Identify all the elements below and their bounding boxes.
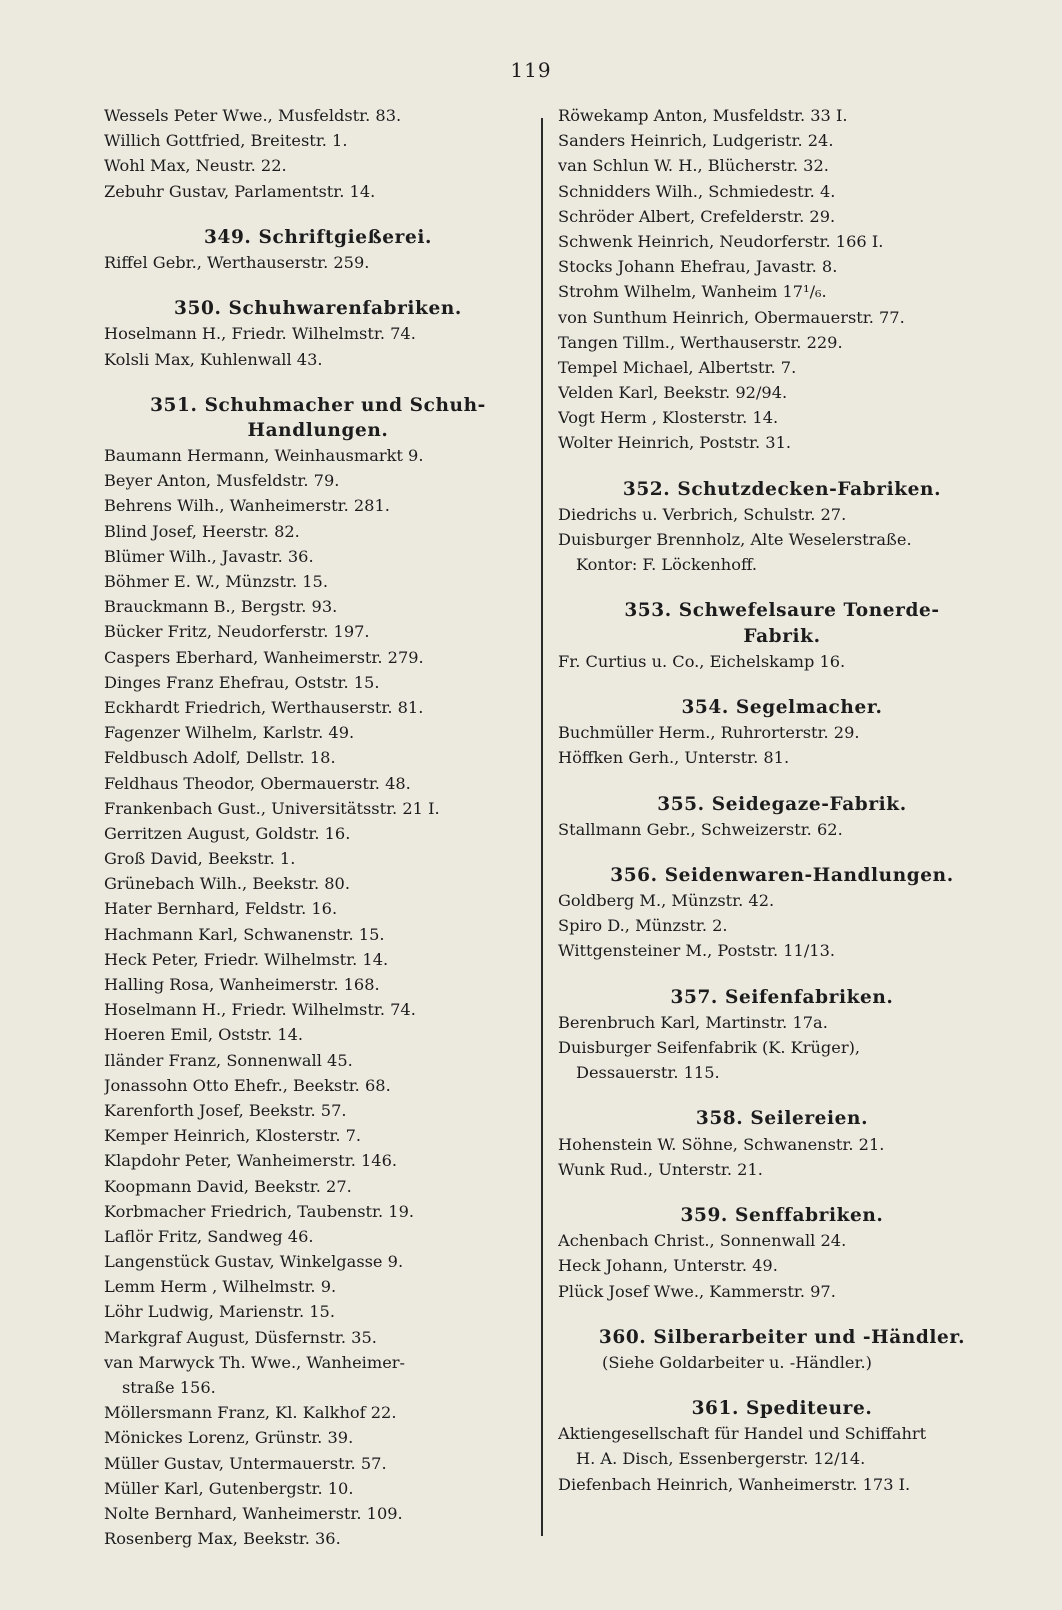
- left-intro-entries: [104, 103, 532, 204]
- entry-line: van Schlun W. H., Blücherstr. 32.: [558, 156, 829, 176]
- column-divider: [541, 118, 543, 1536]
- entry-line: Tangen Tillm., Werthauserstr. 229.: [558, 332, 843, 352]
- section-355: [558, 792, 1006, 842]
- entry-line: Gerritzen August, Goldstr. 16.: [104, 823, 351, 843]
- entry-line: Laflör Fritz, Sandweg 46.: [104, 1226, 314, 1246]
- entry-line: Behrens Wilh., Wanheimerstr. 281.: [104, 496, 390, 516]
- entry-line: Iländer Franz, Sonnenwall 45.: [104, 1050, 353, 1070]
- heading-line: 355. Seidegaze-Fabrik.: [657, 793, 907, 815]
- entry-line: Plück Josef Wwe., Kammerstr. 97.: [558, 1281, 836, 1301]
- section-358: [558, 1106, 1006, 1182]
- entry-line: Blind Josef, Heerstr. 82.: [104, 521, 300, 541]
- section-heading: [558, 695, 1006, 720]
- entry-line: Böhmer E. W., Münzstr. 15.: [104, 572, 328, 591]
- heading-line: 360. Silberarbeiter und -Händler.: [598, 1326, 966, 1348]
- entry-line: Aktiengesellschaft für Handel und Schiffahrt: [558, 1424, 927, 1444]
- entry-line: Klapdohr Peter, Wanheimerstr. 146.: [104, 1151, 398, 1171]
- entry-line: Korbmacher Friedrich, Taubenstr. 19.: [104, 1201, 415, 1221]
- section-356: [558, 863, 1006, 964]
- section-350: [104, 296, 532, 372]
- section-heading: [558, 1396, 1006, 1421]
- entry-line: von Sunthum Heinrich, Obermauerstr. 77.: [558, 307, 905, 327]
- entry-line: Fagenzer Wilhelm, Karlstr. 49.: [104, 723, 355, 743]
- section-heading: [104, 393, 532, 443]
- entry-line: Hoselmann H., Friedr. Wilhelmstr. 74.: [104, 1000, 416, 1020]
- section-heading: [558, 477, 1006, 502]
- entry-line: Duisburger Seifenfabrik (K. Krüger),: [558, 1038, 861, 1057]
- entry-line: Dinges Franz Ehefrau, Oststr. 15.: [104, 672, 380, 692]
- heading-line: Handlungen.: [247, 419, 389, 441]
- entry-line: Blümer Wilh., Javastr. 36.: [104, 546, 314, 566]
- section-353: [558, 598, 1006, 674]
- section-349: [104, 225, 532, 275]
- heading-line: 356. Seidenwaren-Handlungen.: [610, 864, 954, 886]
- entry-line: Eckhardt Friedrich, Werthauserstr. 81.: [104, 697, 424, 717]
- entry-line: Duisburger Brennholz, Alte Weselerstraße.: [558, 530, 912, 549]
- entry-line: Mönickes Lorenz, Grünstr. 39.: [104, 1428, 354, 1448]
- entry-line: Röwekamp Anton, Musfeldstr. 33 I.: [558, 106, 848, 125]
- entry-line: Hoselmann H., Friedr. Wilhelmstr. 74.: [104, 324, 416, 344]
- entry-line: Wunk Rud., Unterstr. 21.: [558, 1159, 763, 1179]
- section-heading: [558, 598, 1006, 648]
- entry-line: Velden Karl, Beekstr. 92/94.: [558, 383, 788, 403]
- left-column: [104, 103, 532, 1551]
- entry-line: Berenbruch Karl, Martinstr. 17a.: [558, 1012, 828, 1032]
- entry-continuation-line: Dessauerstr. 115.: [576, 1063, 720, 1083]
- section-heading: [558, 863, 1006, 888]
- entry-line: Baumann Hermann, Weinhausmarkt 9.: [104, 446, 424, 466]
- section-360: [558, 1325, 1006, 1375]
- entry-line: Hater Bernhard, Feldstr. 16.: [104, 899, 338, 919]
- entry-line: Goldberg M., Münzstr. 42.: [558, 891, 775, 911]
- entry-line: van Marwyck Th. Wwe., Wanheimer-: [104, 1352, 406, 1372]
- heading-line: 349. Schriftgießerei.: [204, 226, 432, 248]
- entry-line: Löhr Ludwig, Marienstr. 15.: [104, 1302, 335, 1322]
- entry-line: Frankenbach Gust., Universitätsstr. 21 I.: [104, 798, 440, 818]
- entry-line: Müller Gustav, Untermauerstr. 57.: [104, 1453, 387, 1473]
- entry-line: Hoeren Emil, Oststr. 14.: [104, 1025, 304, 1045]
- entry-line: Lemm Herm , Wilhelmstr. 9.: [104, 1277, 337, 1297]
- section-heading: [104, 225, 532, 250]
- right-intro-entries: [558, 103, 1006, 456]
- section-357: [558, 985, 1006, 1086]
- entry-line: Diedrichs u. Verbrich, Schulstr. 27.: [558, 504, 847, 524]
- section-354: [558, 695, 1006, 771]
- heading-line: 353. Schwefelsaure Tonerde-: [624, 600, 940, 622]
- section-heading: [104, 296, 532, 321]
- entry-line: Schwenk Heinrich, Neudorferstr. 166 I.: [558, 231, 884, 251]
- entry-line: Wolter Heinrich, Poststr. 31.: [558, 433, 792, 453]
- cross-reference-line: (Siehe Goldarbeiter u. -Händler.): [602, 1352, 872, 1372]
- entry-line: Müller Karl, Gutenbergstr. 10.: [104, 1478, 354, 1498]
- entry-line: Karenforth Josef, Beekstr. 57.: [104, 1100, 347, 1120]
- entry-line: Beyer Anton, Musfeldstr. 79.: [104, 471, 340, 491]
- entry-line: Sanders Heinrich, Ludgeristr. 24.: [558, 131, 834, 151]
- entry-line: Bücker Fritz, Neudorferstr. 197.: [104, 622, 370, 642]
- entry-line: Fr. Curtius u. Co., Eichelskamp 16.: [558, 651, 846, 671]
- entry-line: Hohenstein W. Söhne, Schwanenstr. 21.: [558, 1134, 885, 1154]
- entry-line: Halling Rosa, Wanheimerstr. 168.: [104, 975, 380, 994]
- entry-line: Kolsli Max, Kuhlenwall 43.: [104, 349, 323, 369]
- entry-line: Schröder Albert, Crefelderstr. 29.: [558, 206, 836, 226]
- section-heading: [558, 1203, 1006, 1228]
- section-351: [104, 393, 532, 1552]
- entry-line: Caspers Eberhard, Wanheimerstr. 279.: [104, 647, 424, 667]
- entry-line: Vogt Herm , Klosterstr. 14.: [558, 408, 779, 428]
- right-column: [558, 103, 1006, 1497]
- entry-line: Riffel Gebr., Werthauserstr. 259.: [104, 252, 370, 272]
- entry-line: Achenbach Christ., Sonnenwall 24.: [558, 1231, 847, 1251]
- entry-line: Möllersmann Franz, Kl. Kalkhof 22.: [104, 1403, 397, 1423]
- entry-line: Willich Gottfried, Breitestr. 1.: [104, 131, 348, 151]
- entry-line: Wohl Max, Neustr. 22.: [104, 156, 287, 176]
- entry-line: Höffken Gerh., Unterstr. 81.: [558, 748, 790, 768]
- entry-line: Buchmüller Herm., Ruhrorterstr. 29.: [558, 723, 860, 743]
- entry-line: Wessels Peter Wwe., Musfeldstr. 83.: [104, 106, 402, 125]
- entry-line: Markgraf August, Düsfernstr. 35.: [104, 1327, 377, 1347]
- entry-line: Brauckmann B., Bergstr. 93.: [104, 597, 338, 617]
- heading-line: 350. Schuhwarenfabriken.: [174, 298, 462, 320]
- entry-line: Stocks Johann Ehefrau, Javastr. 8.: [558, 257, 838, 277]
- entry-line: Zebuhr Gustav, Parlamentstr. 14.: [104, 181, 376, 201]
- heading-line: 361. Spediteure.: [691, 1398, 873, 1420]
- heading-line: 358. Seilereien.: [695, 1108, 869, 1130]
- entry-line: Rosenberg Max, Beekstr. 36.: [104, 1529, 341, 1549]
- entry-line: Heck Johann, Unterstr. 49.: [558, 1256, 778, 1276]
- section-heading: [558, 1106, 1006, 1131]
- section-heading: [558, 792, 1006, 817]
- entry-line: Stallmann Gebr., Schweizerstr. 62.: [558, 819, 843, 839]
- section-heading: [558, 985, 1006, 1010]
- entry-line: Tempel Michael, Albertstr. 7.: [558, 357, 797, 377]
- entry-line: Strohm Wilhelm, Wanheim 17¹/₆.: [558, 282, 827, 302]
- entry-line: Kemper Heinrich, Klosterstr. 7.: [104, 1126, 362, 1146]
- section-352: [558, 477, 1006, 578]
- entry-continuation-line: Kontor: F. Löckenhoff.: [576, 555, 758, 575]
- entry-line: Heck Peter, Friedr. Wilhelmstr. 14.: [104, 949, 389, 969]
- section-361: [558, 1396, 1006, 1497]
- heading-line: 357. Seifenfabriken.: [670, 986, 894, 1008]
- heading-line: 359. Senffabriken.: [680, 1204, 884, 1226]
- entry-line: Groß David, Beekstr. 1.: [104, 849, 296, 869]
- page-number: 119: [510, 58, 552, 82]
- entry-line: Koopmann David, Beekstr. 27.: [104, 1176, 352, 1196]
- entry-continuation-line: H. A. Disch, Essenbergerstr. 12/14.: [576, 1449, 866, 1469]
- entry-line: Diefenbach Heinrich, Wanheimerstr. 173 I.: [558, 1474, 911, 1494]
- entry-line: Langenstück Gustav, Winkelgasse 9.: [104, 1252, 404, 1272]
- entry-line: Nolte Bernhard, Wanheimerstr. 109.: [104, 1503, 403, 1523]
- entry-line: Spiro D., Münzstr. 2.: [558, 916, 728, 936]
- heading-line: Fabrik.: [743, 625, 821, 647]
- section-heading: [558, 1325, 1006, 1350]
- entry-line: Grünebach Wilh., Beekstr. 80.: [104, 874, 350, 894]
- heading-line: 351. Schuhmacher und Schuh-: [150, 394, 486, 416]
- entry-continuation-line: straße 156.: [122, 1378, 216, 1397]
- entry-line: Feldbusch Adolf, Dellstr. 18.: [104, 748, 336, 768]
- heading-line: 354. Segelmacher.: [681, 696, 883, 718]
- entry-line: Hachmann Karl, Schwanenstr. 15.: [104, 924, 385, 944]
- entry-line: Schnidders Wilh., Schmiedestr. 4.: [558, 181, 836, 201]
- entry-line: Jonassohn Otto Ehefr., Beekstr. 68.: [104, 1075, 391, 1095]
- entry-line: Feldhaus Theodor, Obermauerstr. 48.: [104, 773, 411, 793]
- section-359: [558, 1203, 1006, 1304]
- entry-line: Wittgensteiner M., Poststr. 11/13.: [558, 941, 836, 961]
- heading-line: 352. Schutzdecken-Fabriken.: [622, 478, 942, 500]
